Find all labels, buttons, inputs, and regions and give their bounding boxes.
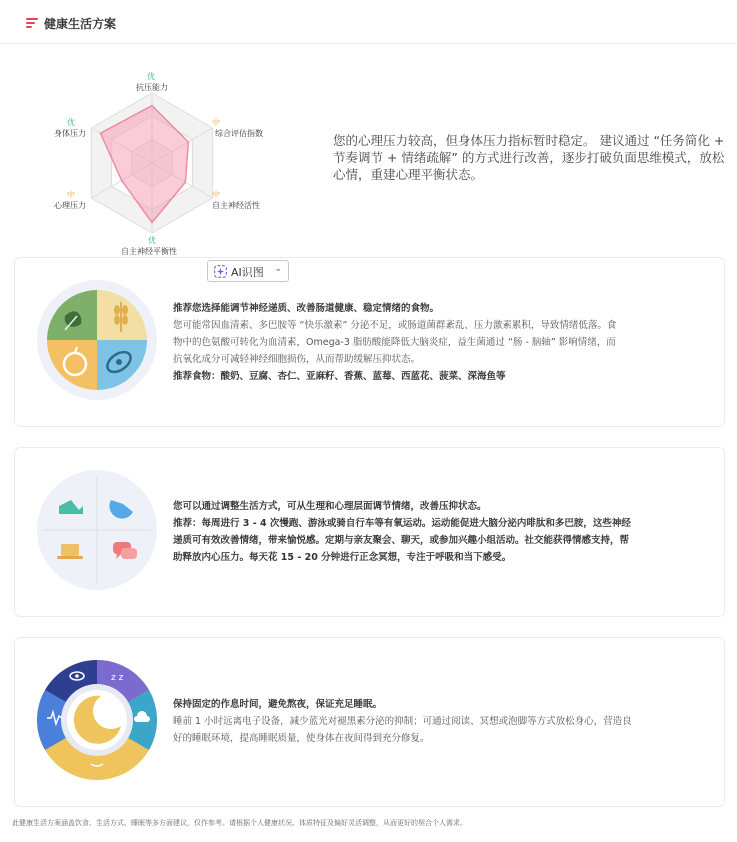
food-card-line: 您可能常因血清素、多巴胺等 “快乐激素” 分泌不足，或肠道菌群紊乱、压力激素累积，导致情绪低落。食 [173,320,617,331]
sleep-moon-icon [37,660,157,780]
radar-axis-label: 心理压力 [54,201,86,210]
sleep-card-heading: 保持固定的作息时间，避免熬夜，保证充足睡眠。 [173,699,383,710]
chevron-down-icon: ⌄ [274,264,282,274]
radar-level-label: 优 [147,72,155,81]
lifestyle-card-heading: 您可以通过调整生活方式，可从生理和心理层面调节情绪，改善压抑状态。 [173,501,487,512]
radar-axis-label: 自主神经平衡性 [121,247,177,256]
disclaimer-footnote: 此健康生活方案涵盖饮食、生活方式、睡眠等多方面建议，仅作参考。请根据个人健康状况、体质特征及偏好灵活调整，从而更好的契合个人需求。 [12,819,467,827]
radar-level-label: 中 [212,118,220,127]
food-card [14,257,725,427]
lifestyle-card-line: 递质可有效改善情绪，带来愉悦感。定期与亲友聚会、聊天，或参加兴趣小组活动。社交能获得情感支持，帮 [173,535,630,546]
radar-axis-label: 综合评估指数 [215,129,263,138]
lifestyle-card-text [173,498,708,566]
ai-button-label: AI识图 [231,266,264,279]
page-header [0,0,737,44]
ai-recognize-button[interactable] [207,260,289,282]
sleep-card-line: 睡前 1 小时远离电子设备，减少蓝光对褪黑素分泌的抑制；可通过阅读、冥想或泡脚等方式放松身心，营造良 [173,716,632,727]
radar-axis-label: 自主神经活性 [212,201,260,210]
radar-chart [40,68,280,258]
page-title: 健康生活方案 [44,17,117,31]
lifestyle-card-line: 助释放内心压力。每天花 15 - 20 分钟进行正念冥想，专注于呼吸和当下感受。 [173,552,512,563]
sleep-card-line: 好的睡眠环境，提高睡眠质量，使身体在夜间得到充分修复。 [173,733,430,744]
radar-level-label: 优 [67,118,75,127]
radar-level-label: 中 [212,190,220,199]
sleep-card-text [173,696,708,747]
food-plate-icon [37,280,157,400]
radar-level-label: 优 [148,236,156,245]
recommended-foods: 推荐食物：酸奶、豆腐、杏仁、亚麻籽、香蕉、蓝莓、西蓝花、菠菜、深海鱼等 [173,371,506,382]
food-card-line: 抗氧化成分可减轻神经细胞损伤，从而帮助缓解压抑状态。 [173,354,421,365]
svg-text:z z: z z [111,673,124,683]
lifestyle-icon [37,470,157,590]
sparkle-icon [214,265,227,278]
radar-axis-label: 抗压能力 [136,83,168,92]
food-card-text [173,300,708,385]
radar-level-label: 中 [67,190,75,199]
sleep-card [14,637,725,807]
radar-axis-label: 身体压力 [54,129,86,138]
radar-svg [40,68,280,258]
menu-lines-icon [26,18,38,28]
lifestyle-card-line: 推荐：每周进行 3 - 4 次慢跑、游泳或骑自行车等有氧运动。运动能促进大脑分泌内啡肽和多巴胺，这些神经 [173,518,631,529]
food-card-line: 物中的色氨酸可转化为血清素，Omega-3 脂肪酸能降低大脑炎症，益生菌通过 “肠 - 脑轴” 影响情绪，而 [173,337,616,348]
summary-text: 您的心理压力较高，但身体压力指标暂时稳定。 建议通过 “任务简化 + 节奏调节 + 情绪疏解” 的方式进行改善，逐步打破负面思维模式，放松心情，重建心理平衡状态。 [333,133,725,182]
lifestyle-card [14,447,725,617]
food-card-heading: 推荐您选择能调节神经递质、改善肠道健康、稳定情绪的食物。 [173,303,440,314]
